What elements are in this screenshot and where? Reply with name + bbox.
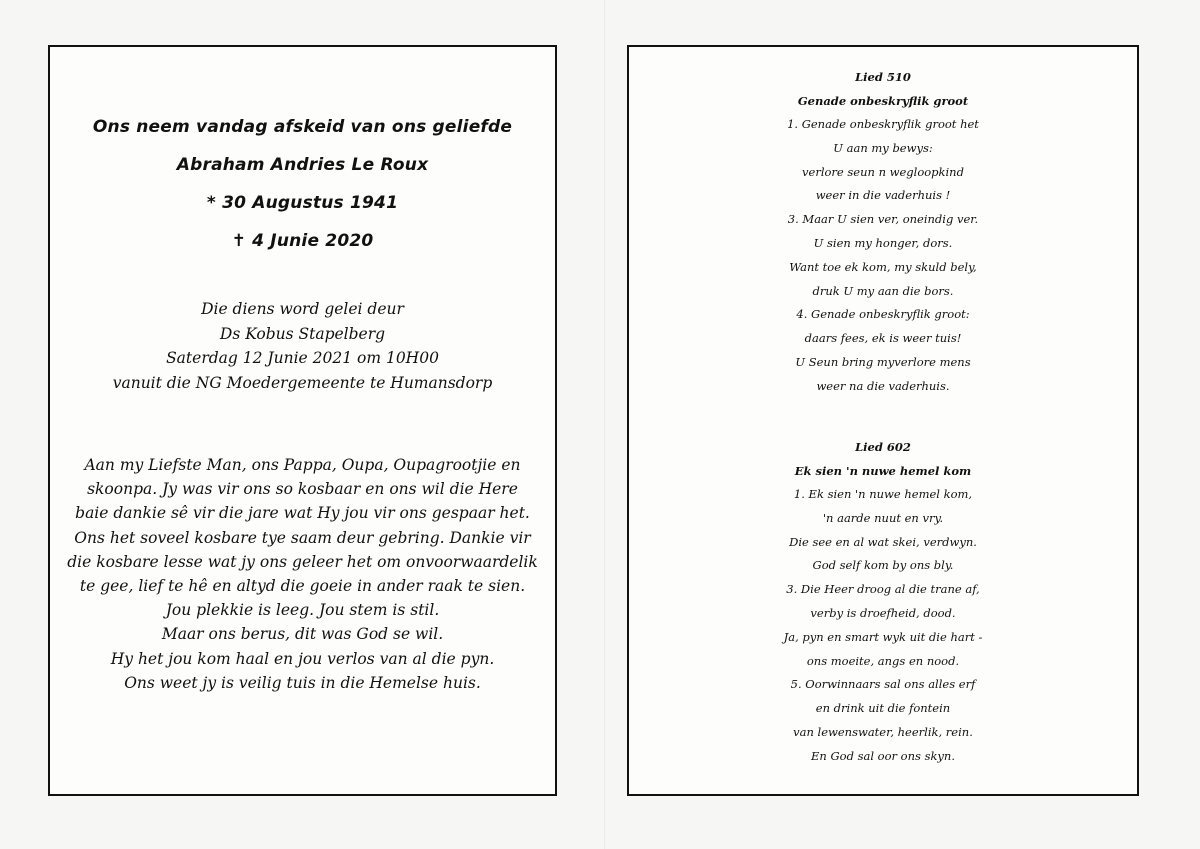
- tribute-line: die kosbare lesse wat jy ons geleer het om onvoorwaardelik: [67, 552, 538, 571]
- verse-line: U sien my honger, dors.: [813, 235, 953, 250]
- verse-line: weer na die vaderhuis.: [816, 378, 950, 393]
- tribute-line: Aan my Liefste Man, ons Pappa, Oupa, Oupagrootjie en: [84, 456, 521, 474]
- verse-line: van lewenswater, heerlik, rein.: [793, 724, 973, 739]
- right-page-panel: [627, 45, 1139, 796]
- service-line: Ds Kobus Stapelberg: [219, 324, 386, 343]
- service-line: Die diens word gelei deur: [201, 300, 404, 318]
- tribute-line: baie dankie sê vir die jare wat Hy jou vir ons gespaar het.: [75, 504, 530, 523]
- hymn-title: Genade onbeskryflik groot: [797, 94, 969, 108]
- tribute-line: Maar ons berus, dit was God se wil.: [161, 625, 444, 644]
- tribute-line: skoonpa. Jy was vir ons so kosbaar en ons wil die Here: [87, 480, 518, 499]
- service-line: Saterdag 12 Junie 2021 om 10H00: [166, 349, 439, 367]
- tribute-text: [50, 453, 555, 695]
- verse-line: En God sal oor ons skyn.: [811, 748, 955, 763]
- verse-line: Ja, pyn en smart wyk uit die hart -: [783, 629, 983, 644]
- verse-line: verby is droefheid, dood.: [810, 605, 956, 620]
- verse-line: verlore seun n wegloopkind: [802, 164, 964, 179]
- farewell-heading: Ons neem vandag afskeid van ons geliefde: [92, 117, 513, 137]
- verse-line: 1. Genade onbeskryflik groot het: [787, 117, 979, 131]
- tribute-line: te gee, lief te hê en altyd die goeie in ander raak te sien.: [79, 577, 526, 596]
- birth-date: * 30 Augustus 1941: [206, 193, 399, 213]
- tribute-line: Hy het jou kom haal en jou verlos van al die pyn.: [110, 649, 495, 668]
- tribute-line: Ons het soveel kosbare tye saam deur gebring. Dankie vir: [74, 528, 531, 547]
- death-date: ✝ 4 Junie 2020: [231, 231, 374, 251]
- hymn-602: [629, 435, 1137, 769]
- verse-line: druk U my aan die bors.: [812, 283, 954, 298]
- verse-line: en drink uit die fontein: [815, 701, 951, 716]
- verse-line: U aan my bewys:: [833, 140, 933, 155]
- verse-line: daars fees, ek is weer tuis!: [804, 331, 962, 346]
- verse-line: Die see en al wat skei, verdwyn.: [789, 534, 977, 549]
- verse-line: ons moeite, angs en nood.: [806, 653, 960, 668]
- verse-line: 4. Genade onbeskryflik groot:: [796, 307, 970, 322]
- tribute-line: Jou plekkie is leeg. Jou stem is stil.: [165, 601, 440, 620]
- verse-line: 3. Die Heer droog al die trane af,: [786, 582, 980, 597]
- verse-line: 'n aarde nuut en vry.: [822, 510, 944, 525]
- verse-line: U Seun bring myverlore mens: [795, 354, 971, 369]
- verse-line: weer in die vaderhuis !: [815, 188, 951, 203]
- verse-line: Want toe ek kom, my skuld bely,: [789, 259, 977, 274]
- verse-line: God self kom by ons bly.: [812, 558, 954, 573]
- deceased-name: Abraham Andries Le Roux: [176, 155, 429, 175]
- tribute-line: Ons weet jy is veilig tuis in die Hemelse huis.: [124, 673, 481, 692]
- hymn-title: Ek sien 'n nuwe hemel kom: [794, 464, 972, 478]
- service-line: vanuit die NG Moedergemeente te Humansdorp: [112, 373, 493, 392]
- hymn-number: Lied 510: [855, 70, 911, 84]
- verse-line: 3. Maar U sien ver, oneindig ver.: [787, 212, 979, 227]
- service-details: [50, 297, 555, 395]
- page-fold: [604, 0, 606, 849]
- verse-line: 1. Ek sien 'n nuwe hemel kom,: [793, 487, 973, 501]
- verse-line: 5. Oorwinnaars sal ons alles erf: [790, 677, 976, 692]
- left-page-panel: [48, 45, 557, 796]
- hymn-510: [629, 65, 1137, 399]
- hymn-number: Lied 602: [855, 440, 911, 454]
